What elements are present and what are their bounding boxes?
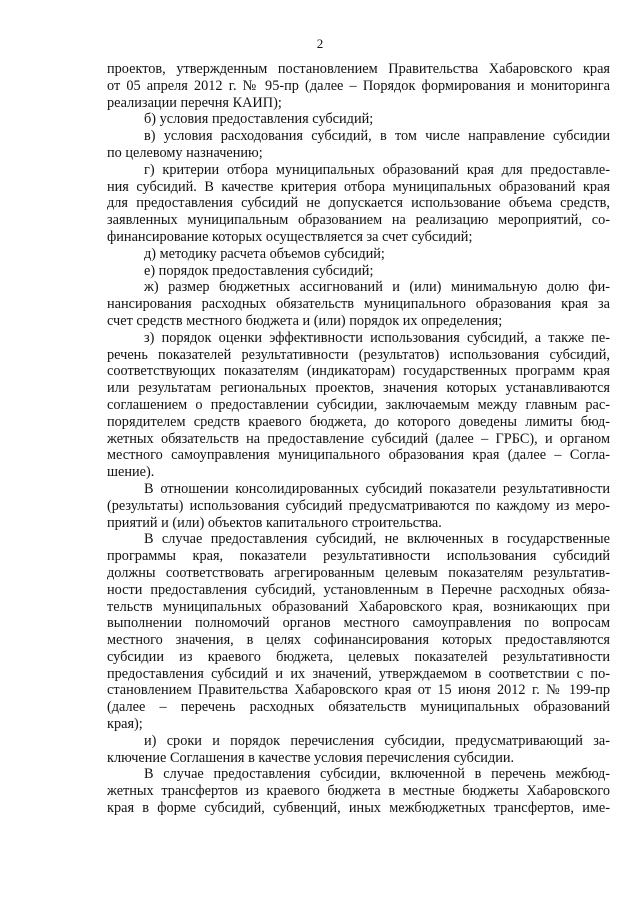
text-line: шение). <box>107 464 155 481</box>
text-line: б) условия предоставления субсидий; <box>144 111 374 128</box>
text-line: становлением Правительства Хабаровского края от 15 июня 2012 г. № 199-пр <box>107 682 610 699</box>
text-line: В отношении консолидированных субсидий показатели результативности <box>144 480 610 497</box>
text-line: или результатам региональных проектов, значения которых устанавливаются <box>107 380 610 397</box>
text-line: программы края, показатели результативности использования субсидий <box>107 548 610 565</box>
text-line: проектов, утвержденным постановлением Правительства Хабаровского края <box>107 61 610 77</box>
text-line: для предоставления субсидий не допускается использование объема средств, <box>107 195 610 212</box>
text-line: е) порядок предоставления субсидий; <box>144 262 374 279</box>
text-line: приятий и (или) объектов капитального строительства. <box>107 514 442 531</box>
text-line: тельств муниципальных образований Хабаровского края, возникающих при <box>107 598 610 615</box>
document-body <box>107 61 610 817</box>
text-line: (результаты) использования субсидий предусматриваются по каждому из меро- <box>107 497 610 514</box>
text-line: ния субсидий. В качестве критерия отбора муниципальных образований края <box>107 178 610 195</box>
text-line: заявленных муниципальным образованием на реализацию мероприятий, со- <box>107 212 610 229</box>
text-line: д) методику расчета объемов субсидий; <box>144 245 385 262</box>
text-line: (далее – перечень расходных обязательств муниципальных образований <box>107 699 610 716</box>
text-line: от 05 апреля 2012 г. № 95-пр (далее – Порядок формирования и мониторинга <box>107 77 610 94</box>
text-line: В случае предоставления субсидий, не включенных в государственные <box>144 531 610 548</box>
text-line: по целевому назначению; <box>107 144 263 161</box>
text-line: счет средств местного бюджета и (или) порядок их определения; <box>107 312 503 329</box>
text-line: предоставления субсидий и их значений, утверждаемом в соответствии с по- <box>107 665 610 682</box>
text-line: В случае предоставления субсидии, включенной в перечень межбюд- <box>144 766 610 783</box>
text-line: нансирования расходных обязательств муниципального образования края за <box>107 296 610 313</box>
text-line: соглашением о предоставлении субсидии, заключаемым между главным рас- <box>107 396 610 413</box>
text-line: соответствующих показателям (индикаторам) государственных программ края <box>107 363 610 380</box>
text-line: финансирование которых осуществляется за счет субсидий; <box>107 228 473 245</box>
text-line: субсидии из краевого бюджета, целевых показателей результативности <box>107 648 610 665</box>
text-line: края); <box>107 716 143 733</box>
text-line: реализации перечня КАИП); <box>107 94 282 111</box>
text-line: выполнении полномочий органов местного самоуправления по вопросам <box>107 615 610 632</box>
text-line: местного самоуправления муниципального образования края (далее – Согла- <box>107 447 610 464</box>
text-line: должны соответствовать агрегированным целевым показателям результатив- <box>107 564 610 581</box>
text-line: речень показателей результативности (результатов) использования субсидий, <box>107 346 610 363</box>
text-line: жетных трансфертов из краевого бюджета в местные бюджеты Хабаровского <box>107 783 610 800</box>
text-line: жетных обязательств на предоставление субсидий (далее – ГРБС), и органом <box>107 430 610 447</box>
page-number: 2 <box>316 36 324 51</box>
text-line: края в форме субсидий, субвенций, иных межбюджетных трансфертов, име- <box>107 800 610 817</box>
text-line: и) сроки и порядок перечисления субсидии, предусматривающий за- <box>144 732 610 749</box>
text-line: ности предоставления субсидий, установленным в Перечне расходных обяза- <box>107 581 610 598</box>
text-line: ж) размер бюджетных ассигнований и (или) минимальную долю фи- <box>144 279 610 296</box>
text-line: в) условия расходования субсидий, в том числе направление субсидии <box>144 128 610 145</box>
text-line: г) критерии отбора муниципальных образований края для предоставле- <box>144 161 610 178</box>
text-line: местного значения, в целях софинансирования которых предоставляются <box>107 632 610 649</box>
text-line: ключение Соглашения в качестве условия перечисления субсидии. <box>107 749 515 766</box>
text-line: порядителем средств краевого бюджета, до которого доведены лимиты бюд- <box>107 413 610 430</box>
text-line: з) порядок оценки эффективности использования субсидий, а также пе- <box>144 329 610 346</box>
